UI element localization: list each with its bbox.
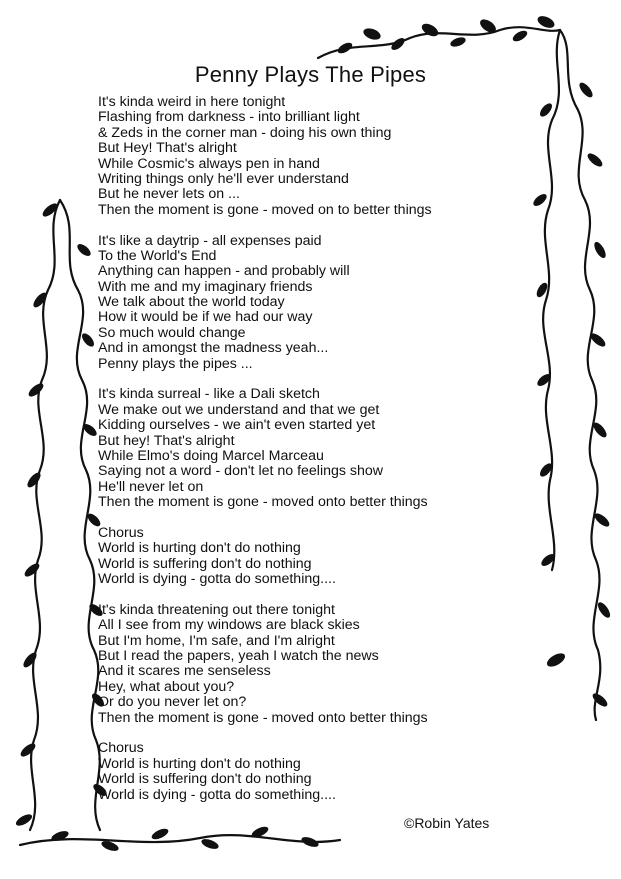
- poem-line: But he never lets on ...: [98, 186, 240, 203]
- copyright-credit: ©Robin Yates: [404, 815, 490, 831]
- poem-line: World is suffering don't do nothing: [98, 771, 312, 788]
- poem-line: So much would change: [98, 324, 246, 341]
- poem-line: We make out we understand and that we get: [98, 401, 380, 418]
- stanza: [98, 387, 538, 510]
- poem-line: And it scares me senseless: [98, 663, 271, 680]
- chorus-heading: Chorus: [98, 740, 144, 757]
- stanza-gap: [98, 588, 538, 603]
- poem-line: Saying not a word - don't let no feelings show: [98, 463, 384, 480]
- poem-line: But hey! That's alright: [98, 432, 235, 449]
- stanza: [98, 603, 538, 726]
- poem-line: Then the moment is gone - moved onto better things: [98, 709, 428, 726]
- poem-line: & Zeds in the corner man - doing his own thing: [98, 124, 392, 141]
- poem-line: Flashing from darkness - into brilliant light: [98, 109, 360, 126]
- poem-line: World is suffering don't do nothing: [98, 555, 312, 572]
- poem-line: Or do you never let on?: [98, 694, 247, 711]
- poem-line: But Hey! That's alright: [98, 140, 237, 157]
- poem-line: All I see from my windows are black skies: [98, 617, 360, 634]
- poem-line: It's kinda surreal - like a Dali sketch: [98, 386, 320, 403]
- poem-line: It's like a daytrip - all expenses paid: [98, 232, 322, 249]
- poem-body: [98, 95, 538, 803]
- chorus: [98, 741, 538, 803]
- stanza-gap: [98, 511, 538, 526]
- stanza: [98, 95, 538, 218]
- poem-line: He'll never let on: [98, 478, 204, 495]
- stanza-gap: [98, 372, 538, 387]
- poem-line: While Elmo's doing Marcel Marceau: [98, 447, 324, 464]
- poem-line: But I read the papers, yeah I watch the news: [98, 648, 379, 665]
- poem-line: And in amongst the madness yeah...: [98, 340, 329, 357]
- poem-line: Writing things only he'll ever understand: [98, 170, 349, 187]
- poem-line: World is hurting don't do nothing: [98, 755, 301, 772]
- stanza-gap: [98, 218, 538, 233]
- poem-line: Then the moment is gone - moved onto better things: [98, 494, 428, 511]
- chorus: [98, 526, 538, 588]
- poem-line: To the World's End: [98, 247, 217, 264]
- poem-line: While Cosmic's always pen in hand: [98, 155, 320, 172]
- stanza-gap: [98, 726, 538, 741]
- stanza: [98, 234, 538, 373]
- poem-line: It's kinda threatening out there tonight: [98, 601, 335, 618]
- poem-line: World is dying - gotta do something....: [98, 571, 336, 588]
- poem-line: Then the moment is gone - moved on to better things: [98, 201, 432, 218]
- poem-line: Anything can happen - and probably will: [98, 263, 350, 280]
- poem-line: With me and my imaginary friends: [98, 278, 313, 295]
- poem-title: Penny Plays The Pipes: [194, 62, 427, 87]
- poem-line: But I'm home, I'm safe, and I'm alright: [98, 632, 335, 649]
- poem-line: How it would be if we had our way: [98, 309, 313, 326]
- poem-line: Kidding ourselves - we ain't even started yet: [98, 417, 376, 434]
- poem-line: World is hurting don't do nothing: [98, 540, 301, 557]
- poem-line: World is dying - gotta do something....: [98, 786, 336, 803]
- poem-line: Hey, what about you?: [98, 678, 235, 695]
- poem-line: It's kinda weird in here tonight: [98, 94, 286, 110]
- poem-line: Penny plays the pipes ...: [98, 355, 253, 372]
- chorus-heading: Chorus: [98, 524, 144, 541]
- poem-line: We talk about the world today: [98, 294, 285, 311]
